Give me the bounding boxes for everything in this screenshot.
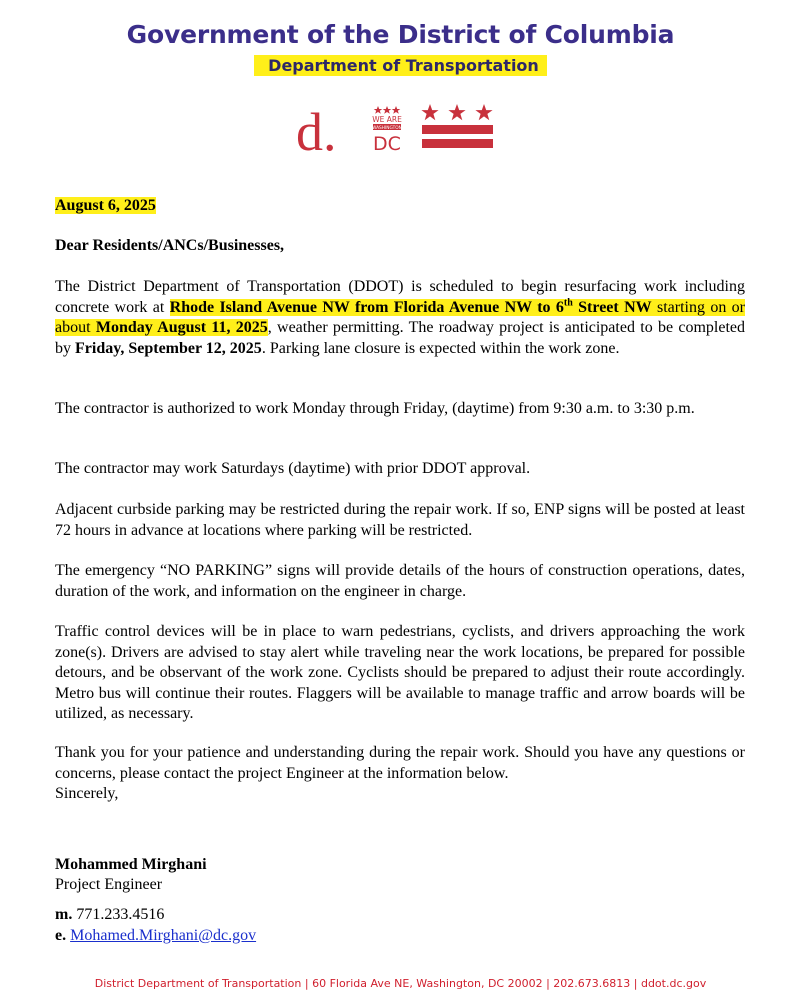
flag-stripe xyxy=(422,139,493,148)
department-title: Department of Transportation xyxy=(254,55,547,76)
flag-star-icon xyxy=(448,104,465,120)
logo-small-star-icon xyxy=(383,106,392,114)
government-title: Government of the District of Columbia xyxy=(126,20,675,49)
p1-text-d: . Parking lane closure is expected within the work zone. xyxy=(261,339,620,357)
dc-flag-icon xyxy=(421,104,493,148)
email-link[interactable]: Mohamed.Mirghani@dc.gov xyxy=(70,927,257,944)
logo-dc-text: DC xyxy=(373,133,401,155)
logo-d-letter: d. xyxy=(296,102,337,160)
location-text-a: Rhode Island Avenue NW from Florida Avenue NW to 6 xyxy=(169,298,564,316)
letter-date: August 6, 2025 xyxy=(55,197,156,214)
paragraph-no-parking-signs: The emergency “NO PARKING” signs will provide details of the hours of construction operations, dates, duration of the work, and information on the engineer in charge. xyxy=(55,562,745,600)
paragraph-traffic-control: Traffic control devices will be in place to warn pedestrians, cyclists, and drivers approaching the work zone(s). Drivers are advised to stay alert while traveling near the work locations, be prepared for possible detours, and be observant of the work zone. Cyclists should be prepared to adjust their route accordingly. Metro bus will continue their routes. Flaggers will be available to manage traffic and arrow boards will be utilized, as necessary. xyxy=(55,623,745,722)
salutation: Dear Residents/ANCs/Businesses, xyxy=(55,237,285,254)
p1-text-a: The District Department of Transportation (DDOT) is scheduled to begin resurfacing work including concrete work at xyxy=(55,278,745,316)
flag-star-icon xyxy=(421,104,438,120)
flag-star-icon xyxy=(475,104,492,120)
signature-email-line xyxy=(55,926,745,947)
logo-small-star-icon xyxy=(374,106,383,114)
closing: Sincerely, xyxy=(55,785,119,802)
email-label: e. xyxy=(55,927,67,944)
phone-label: m. xyxy=(55,906,73,923)
p1-text-b: starting on or about xyxy=(55,298,746,336)
signature-title: Project Engineer xyxy=(55,876,163,893)
we-are-dc-logo xyxy=(294,100,504,160)
location-text-b: Street NW xyxy=(572,298,652,316)
phone-number: 771.233.4516 xyxy=(76,906,165,923)
p1-text-c: , weather permitting. The roadway project is anticipated to be completed by xyxy=(55,319,745,357)
footer-contact: District Department of Transportation | 60 Florida Ave NE, Washington, DC 20002 | 202.673.6813 | ddot.dc.gov xyxy=(94,977,707,990)
flag-stripe xyxy=(422,125,493,134)
paragraph-work-hours: The contractor is authorized to work Monday through Friday, (daytime) from 9:30 a.m. to 3:30 p.m. xyxy=(55,400,695,417)
letter-date-line xyxy=(55,196,745,217)
logo-we-are-text: WE ARE xyxy=(372,115,402,124)
location-superscript: th xyxy=(563,297,573,309)
signature-name: Mohammed Mirghani xyxy=(55,856,207,873)
paragraph-parking: Adjacent curbside parking may be restricted during the repair work. If so, ENP signs will be posted at least 72 hours in advance at locations where parking will be restricted. xyxy=(55,501,745,539)
paragraph-thank-you: Thank you for your patience and understanding during the repair work. Should you have any questions or concerns, please contact the project Engineer at the information below. xyxy=(55,744,745,782)
logo-we-are-dc-mark xyxy=(372,106,402,155)
start-date: Monday August 11, 2025 xyxy=(95,319,268,336)
logo-washington-text: WASHINGTON xyxy=(372,126,402,131)
signature-phone-line xyxy=(55,905,745,926)
logo-small-star-icon xyxy=(392,106,401,114)
end-date: Friday, September 12, 2025 xyxy=(75,339,262,357)
department-wrap xyxy=(0,55,801,76)
paragraph-schedule xyxy=(55,277,745,359)
paragraph-saturday-work: The contractor may work Saturdays (daytime) with prior DDOT approval. xyxy=(55,460,531,477)
